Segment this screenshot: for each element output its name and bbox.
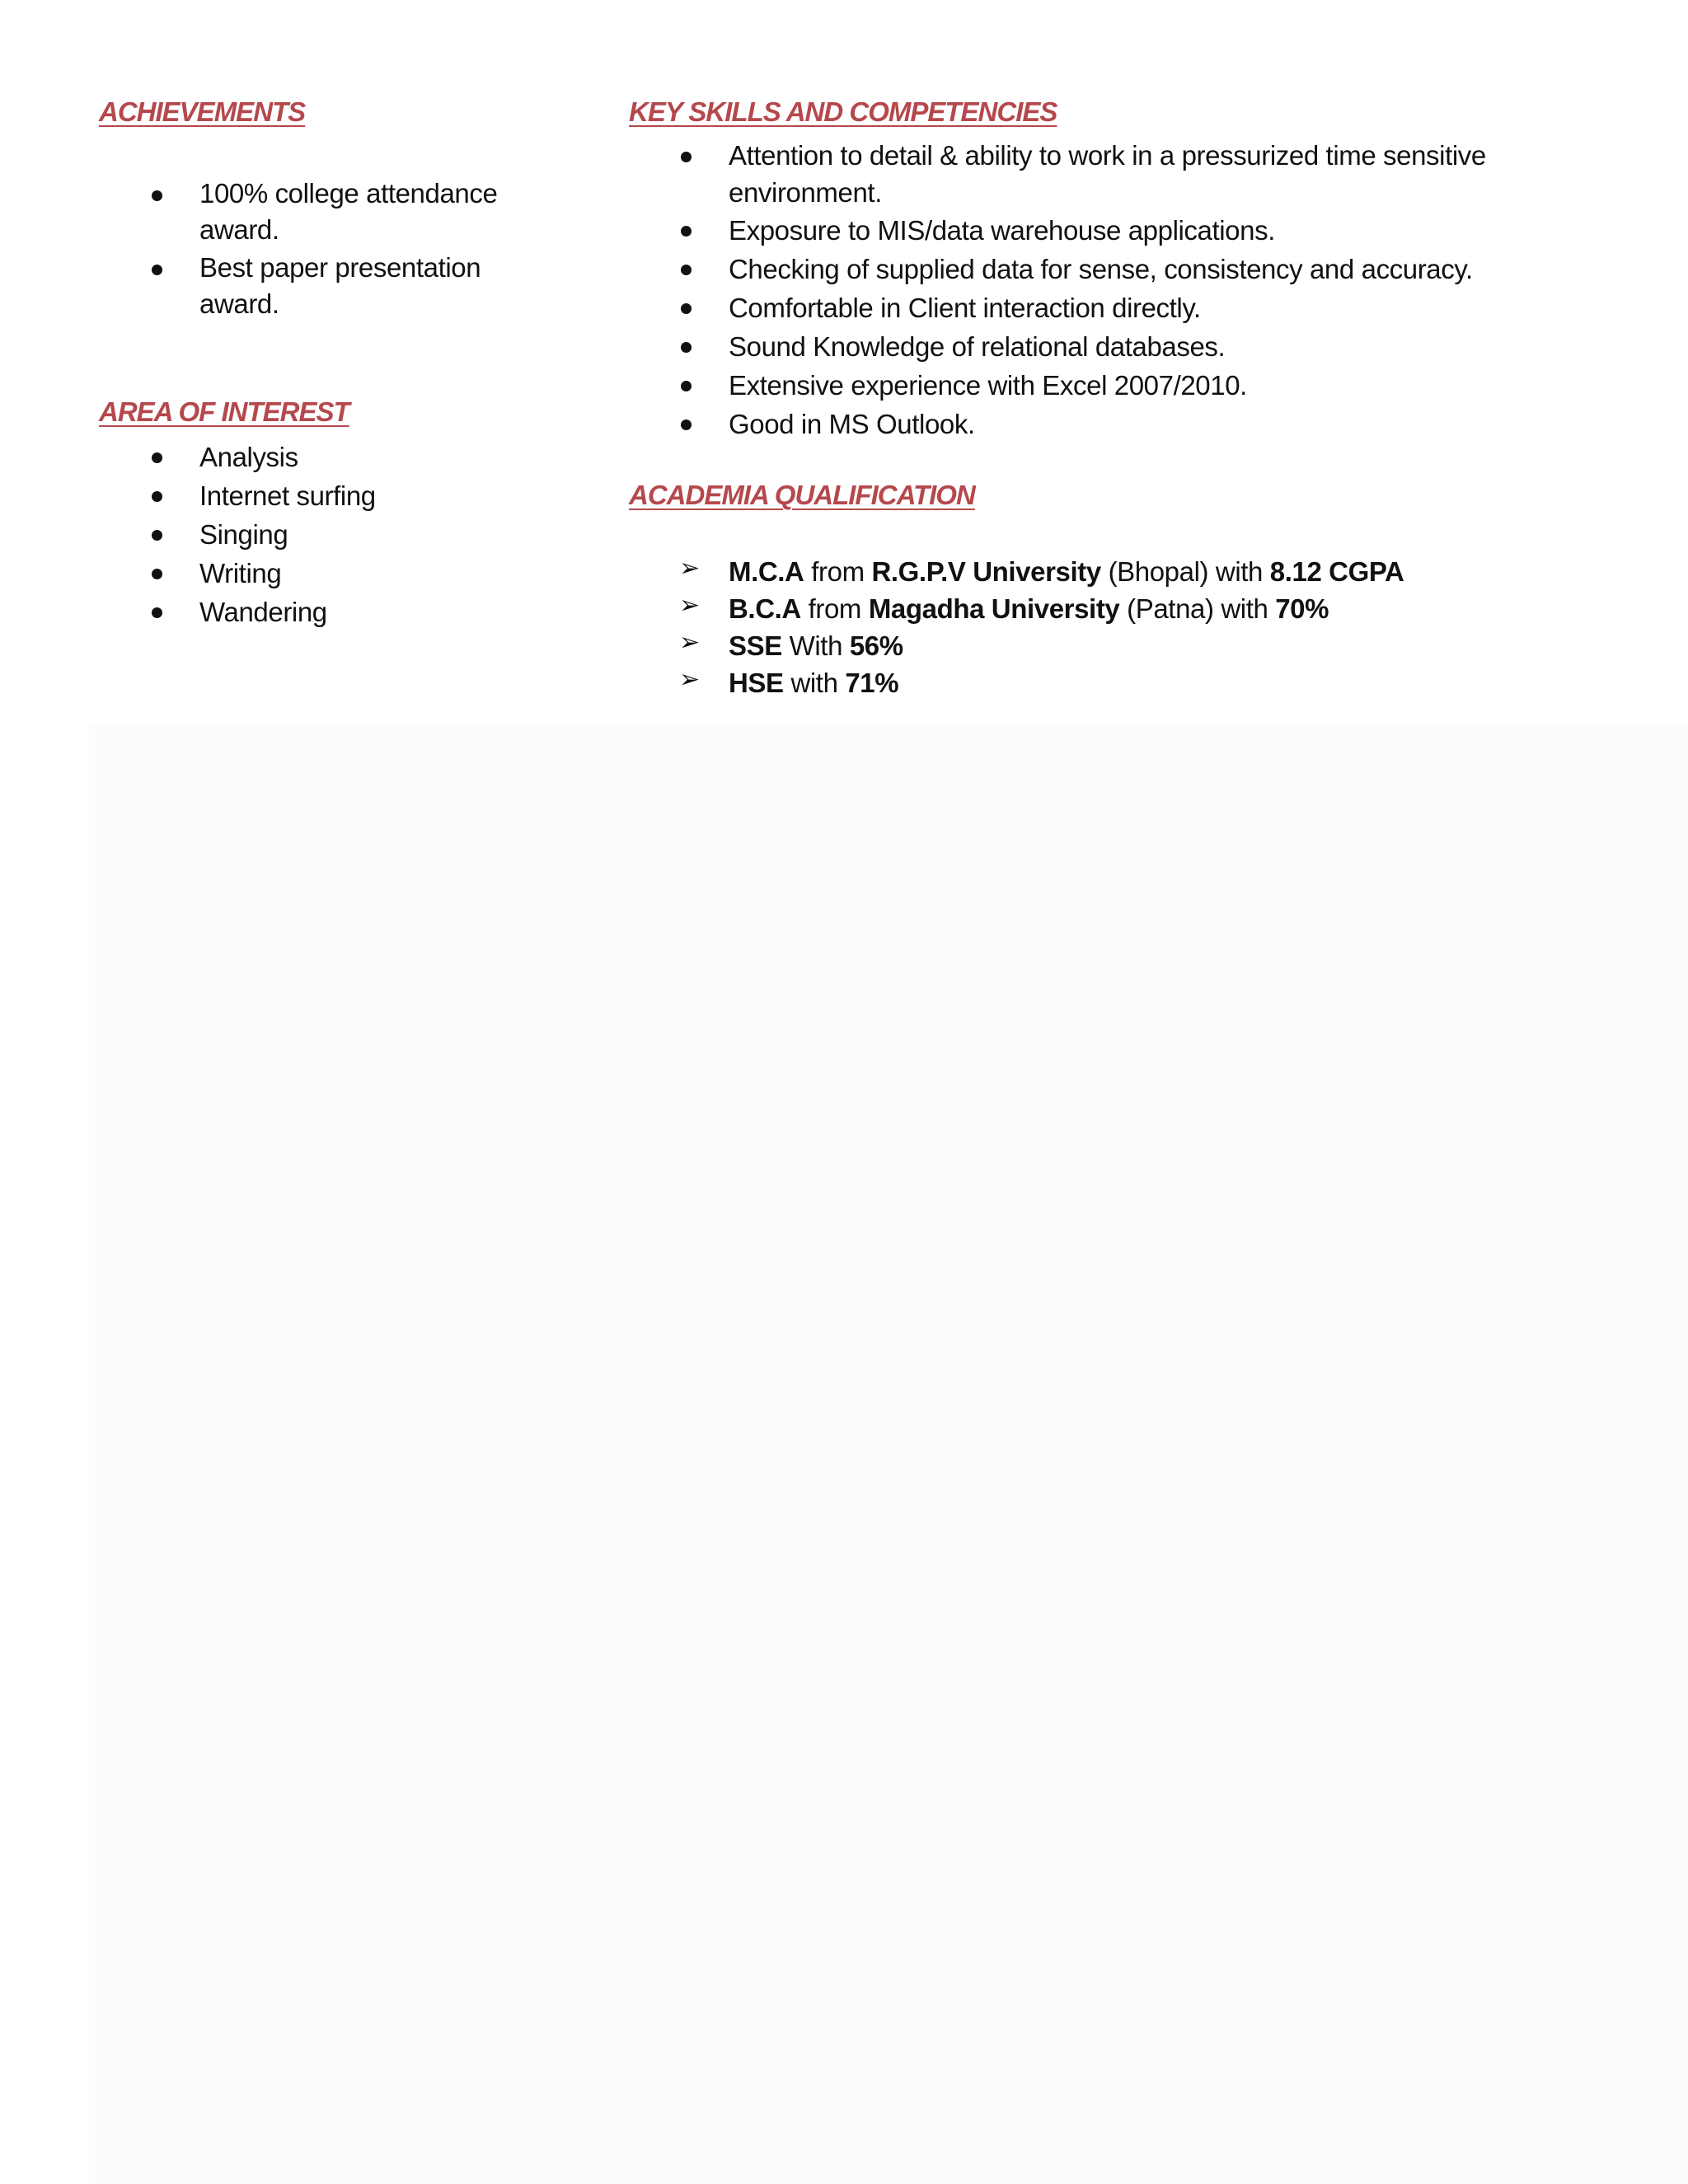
list-item: Analysis — [199, 438, 376, 476]
bullet-icon — [681, 419, 692, 430]
list-item: ➢ HSE with 71% — [679, 666, 899, 698]
bullet-icon — [681, 265, 692, 275]
bullet-icon — [681, 381, 692, 391]
bullet-icon — [152, 530, 162, 541]
achievements-heading: ACHIEVEMENTS — [99, 96, 306, 127]
list-item: Attention to detail & ability to work in a pressurized time sensitive environment. — [729, 137, 1643, 211]
list-item: Exposure to MIS/data warehouse applications. — [729, 211, 1643, 250]
bullet-icon — [681, 152, 692, 162]
list-item: 100% college attendance award. — [199, 176, 546, 248]
list-item: Good in MS Outlook. — [729, 405, 1643, 443]
list-item: Sound Knowledge of relational databases. — [729, 327, 1643, 366]
bullet-icon — [152, 569, 162, 579]
list-item: ➢ M.C.A from R.G.P.V University (Bhopal) with 8.12 CGPA — [679, 555, 1404, 587]
arrow-bullet-icon: ➢ — [679, 555, 700, 582]
area-of-interest-heading: AREA OF INTEREST — [99, 396, 349, 427]
bullet-icon — [152, 491, 162, 502]
list-item: Internet surfing — [199, 476, 376, 515]
bullet-icon — [152, 607, 162, 618]
list-item: ➢ B.C.A from Magadha University (Patna) with 70% — [679, 592, 1329, 624]
page-background-shade — [89, 725, 1688, 2184]
arrow-bullet-icon: ➢ — [679, 629, 700, 656]
bullet-icon — [152, 265, 162, 275]
arrow-bullet-icon: ➢ — [679, 592, 700, 619]
bullet-icon — [681, 342, 692, 353]
bullet-icon — [681, 226, 692, 237]
achievements-list — [199, 176, 546, 324]
list-item: Singing — [199, 515, 376, 554]
interest-list — [199, 438, 376, 631]
list-item: Wandering — [199, 593, 376, 631]
list-item: Checking of supplied data for sense, consistency and accuracy. — [729, 250, 1643, 288]
list-item: Comfortable in Client interaction directly. — [729, 288, 1643, 327]
key-skills-list — [729, 137, 1643, 443]
list-item: Writing — [199, 554, 376, 593]
bullet-icon — [152, 452, 162, 463]
bullet-icon — [152, 190, 162, 201]
list-item: Extensive experience with Excel 2007/2010. — [729, 366, 1643, 405]
list-item: ➢ SSE With 56% — [679, 629, 903, 661]
academia-list — [679, 553, 1404, 701]
list-item: Best paper presentation award. — [199, 250, 546, 322]
key-skills-heading: KEY SKILLS AND COMPETENCIES — [629, 96, 1057, 127]
arrow-bullet-icon: ➢ — [679, 666, 700, 693]
academia-heading: ACADEMIA QUALIFICATION — [629, 480, 975, 510]
bullet-icon — [681, 303, 692, 314]
